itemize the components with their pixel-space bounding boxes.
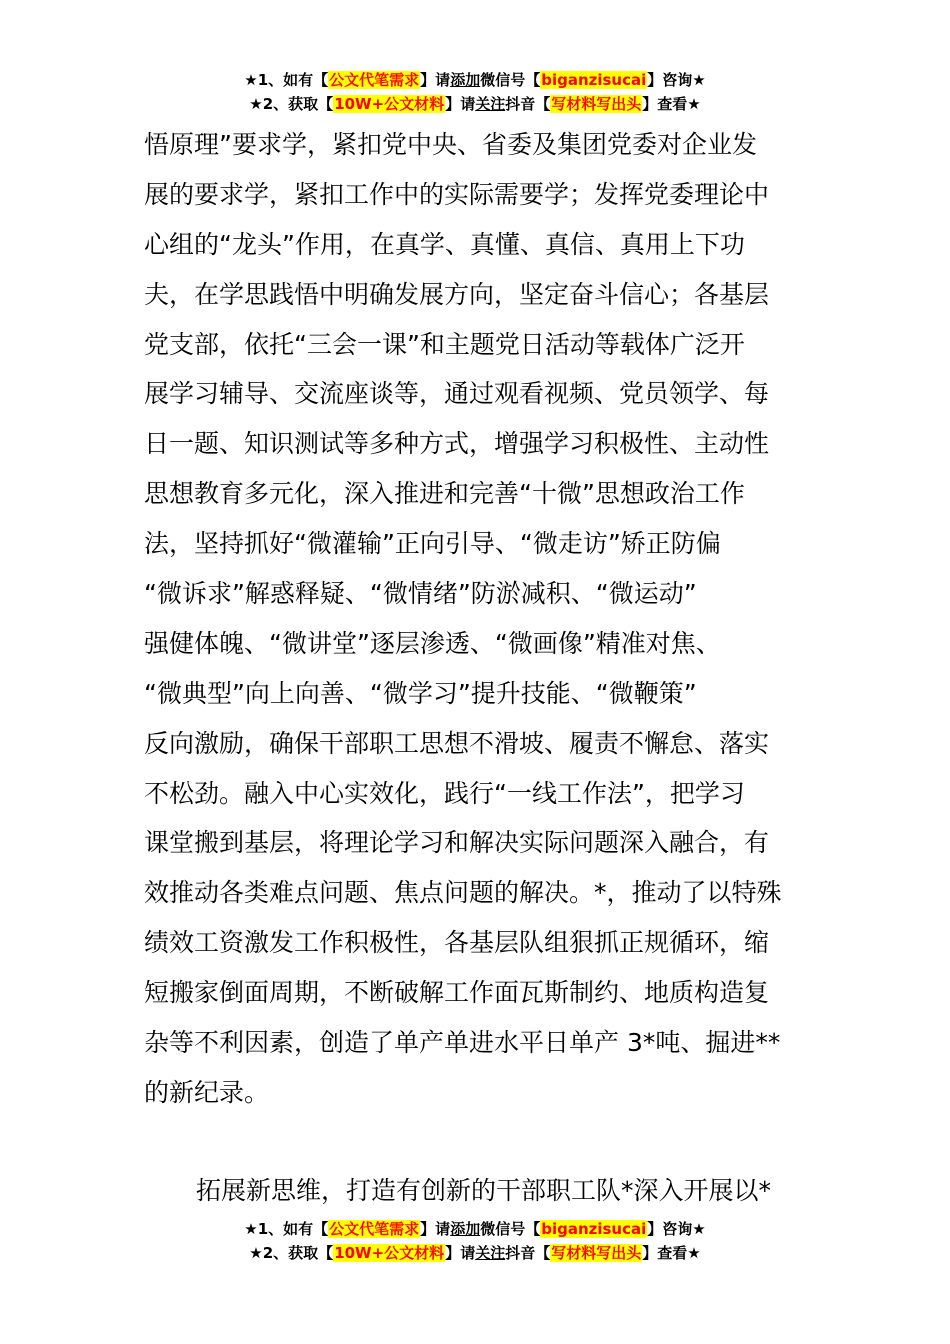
promo-emphasis: 添加 [450,1220,481,1238]
text-line: 心组的“龙头”作用，在真学、真懂、真信、真用上下功 [144,229,745,259]
body-paragraph [144,120,814,1118]
text-line: 反向激励，确保干部职工思想不滑坡、履责不懈怠、落实 [144,728,770,758]
promo-highlight: 写材料写出头 [551,95,642,113]
promo-text: ★2、获取【 [249,1244,334,1262]
promo-text: 】查看★ [642,95,701,113]
text-line: 的新纪录。 [144,1077,270,1107]
promo-line-1 [0,68,950,92]
promo-text: 】请 [420,71,451,89]
promo-text: 抖音【 [505,1244,551,1262]
promo-text: ★1、如有【 [244,1220,329,1238]
promo-emphasis: 添加 [450,71,481,89]
text-line: 思想教育多元化，深入推进和完善“十微”思想政治工作 [144,479,745,509]
text-line: 强健体魄、“微讲堂”逐层渗透、“微画像”精准对焦、 [144,628,721,658]
text-line: 杂等不利因素，创造了单产单进水平日单产 3*吨、掘进** [144,1028,781,1058]
promo-text: ★2、获取【 [249,95,334,113]
promo-highlight: biganzisucai [541,71,647,89]
text-line: 短搬家倒面周期，不断破解工作面瓦斯制约、地质构造复 [144,978,770,1008]
promo-highlight: 10W+公文材料 [334,95,445,113]
promo-emphasis: 关注 [475,1244,506,1262]
promo-highlight: biganzisucai [541,1220,647,1238]
next-paragraph-start: 拓展新思维，打造有创新的干部职工队*深入开展以* [196,1176,772,1205]
promo-line-1 [0,1217,950,1241]
text-line: 效推动各类难点问题、焦点问题的解决。*，推动了以特殊 [144,878,782,908]
promo-text: 】请 [420,1220,451,1238]
text-line: 绩效工资激发工作积极性，各基层队组狠抓正规循环，缩 [144,928,770,958]
text-line: 不松劲。融入中心实效化，践行“一线工作法”，把学习 [144,778,745,808]
text-line: 课堂搬到基层，将理论学习和解决实际问题深入融合，有 [144,828,770,858]
text-line: 党支部，依托“三会一课”和主题党日活动等载体广泛开 [144,329,745,359]
promo-text: 】咨询★ [647,1220,706,1238]
text-line: 日一题、知识测试等多种方式，增强学习积极性、主动性 [144,429,770,459]
promo-text: 微信号【 [480,1220,541,1238]
text-line: “微典型”向上向善、“微学习”提升技能、“微鞭策” [144,678,697,708]
text-line: 法，坚持抓好“微灌输”正向引导、“微走访”矫正防偏 [144,529,721,559]
text-line: 展学习辅导、交流座谈等，通过观看视频、党员领学、每 [144,379,770,409]
promo-text: 】请 [445,95,476,113]
promo-text: 微信号【 [480,71,541,89]
text-line: “微诉求”解惑释疑、“微情绪”防淤减积、“微运动” [144,579,697,609]
promo-text: 】请 [445,1244,476,1262]
promo-line-2 [0,1241,950,1265]
promo-text: 】查看★ [642,1244,701,1262]
promo-banner-bottom [0,1217,950,1265]
promo-text: ★1、如有【 [244,71,329,89]
promo-emphasis: 关注 [475,95,506,113]
text-line: 展的要求学，紧扣工作中的实际需要学；发挥党委理论中 [144,179,770,209]
promo-highlight: 写材料写出头 [551,1244,642,1262]
promo-banner-top [0,68,950,116]
promo-text: 】咨询★ [647,71,706,89]
promo-highlight: 公文代笔需求 [329,1220,420,1238]
text-line: 悟原理”要求学，紧扣党中央、省委及集团党委对企业发 [144,130,757,159]
promo-line-2 [0,92,950,116]
promo-highlight: 公文代笔需求 [329,71,420,89]
text-line: 夫，在学思践悟中明确发展方向，坚定奋斗信心；各基层 [144,279,770,309]
promo-highlight: 10W+公文材料 [334,1244,445,1262]
promo-text: 抖音【 [505,95,551,113]
